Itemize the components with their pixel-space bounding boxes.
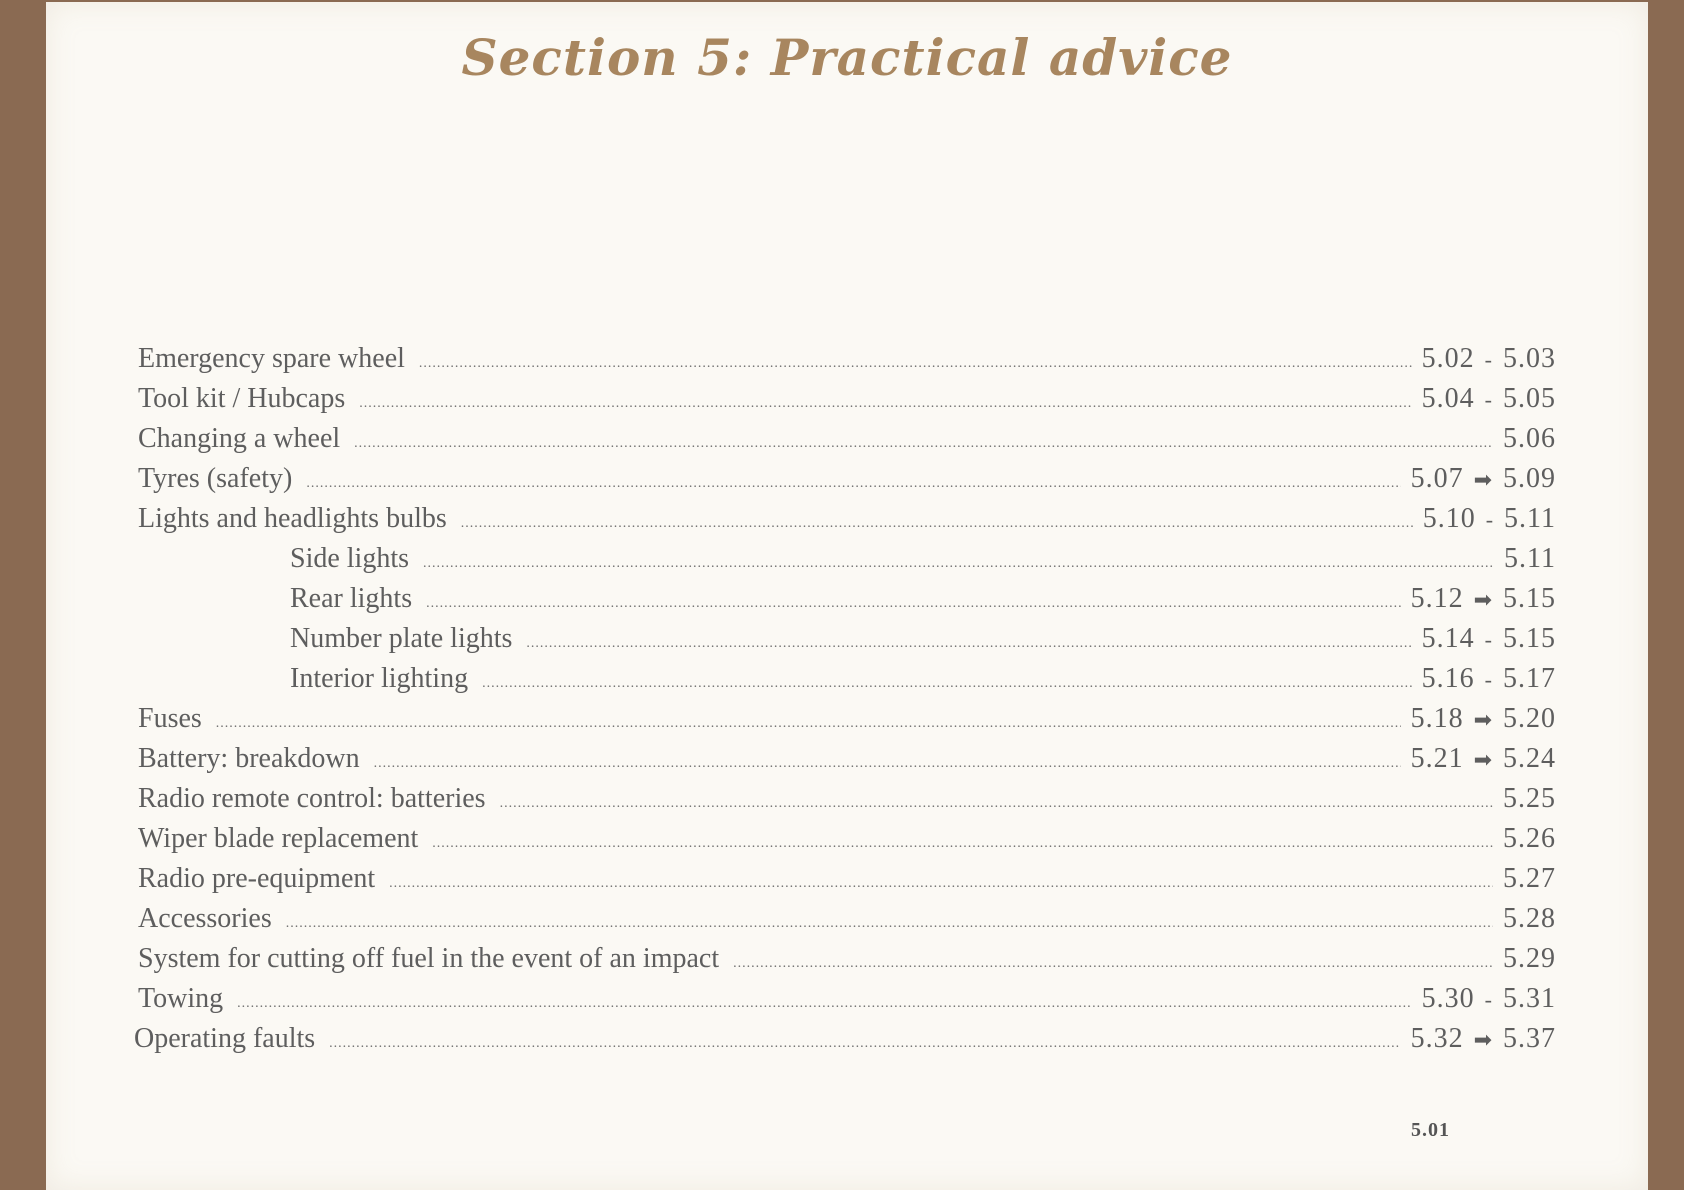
toc-entry-pages — [1412, 623, 1556, 655]
toc-entry[interactable] — [138, 983, 1556, 1023]
toc-entry-pages — [1493, 863, 1556, 895]
dot-leader — [354, 436, 1493, 452]
arrow-right-icon: ➡ — [1473, 467, 1493, 492]
dot-leader — [482, 676, 1412, 692]
toc-entry[interactable] — [138, 463, 1556, 503]
page-from: 5.32 — [1410, 1023, 1464, 1054]
dot-leader — [526, 636, 1411, 652]
toc-entry-label: Rear lights — [290, 583, 413, 614]
dot-leader — [389, 876, 1493, 892]
toc-entry-label: Radio pre-equipment — [138, 863, 376, 894]
range-separator: - — [1485, 507, 1495, 532]
toc-entry-pages — [1493, 903, 1556, 935]
toc-entry-label: Wiper blade replacement — [138, 823, 419, 854]
dot-leader — [359, 396, 1411, 412]
toc-entry[interactable] — [138, 863, 1556, 903]
toc-entry-pages — [1401, 463, 1556, 495]
dot-leader — [423, 556, 1494, 572]
toc-entry[interactable] — [138, 503, 1556, 543]
page-from: 5.07 — [1410, 463, 1464, 494]
page-from: 5.12 — [1410, 583, 1464, 614]
toc-entry-label: Tool kit / Hubcaps — [138, 383, 346, 414]
dot-leader — [306, 476, 1400, 492]
toc-entry-pages — [1401, 743, 1556, 775]
page-number: 5.01 — [1411, 1119, 1450, 1141]
toc-entry-label: Operating faults — [134, 1023, 316, 1054]
dot-leader — [329, 1036, 1400, 1052]
toc-entry[interactable] — [138, 823, 1556, 863]
toc-entry-pages — [1493, 943, 1556, 975]
toc-entry[interactable] — [138, 383, 1556, 423]
page-from: 5.21 — [1410, 743, 1464, 774]
toc-entry[interactable] — [134, 1023, 1556, 1063]
page-from: 5.30 — [1421, 983, 1475, 1014]
range-separator: - — [1484, 387, 1493, 412]
toc-entry[interactable] — [138, 343, 1556, 383]
dot-leader — [286, 916, 1493, 932]
toc-entry-pages — [1412, 383, 1556, 415]
toc-entry[interactable] — [138, 903, 1556, 943]
section-title: Section 5: Practical advice — [461, 28, 1233, 87]
toc-entry-label: System for cutting off fuel in the event of an impact — [138, 943, 720, 974]
toc-entry-label: Side lights — [290, 543, 410, 574]
toc-entry-label: Number plate lights — [290, 623, 513, 654]
range-separator: - — [1484, 347, 1493, 372]
toc-entry-pages — [1413, 503, 1556, 535]
toc-entry-pages — [1494, 543, 1556, 575]
toc-entry-pages — [1493, 783, 1556, 815]
toc-entry-label: Radio remote control: batteries — [138, 783, 486, 814]
page-to: 5.09 — [1503, 463, 1556, 494]
toc-entry-label: Towing — [138, 983, 224, 1014]
toc-subentry[interactable] — [290, 583, 1556, 623]
toc-entry-label: Emergency spare wheel — [138, 343, 405, 374]
toc-entry[interactable] — [138, 743, 1556, 783]
toc-subentry[interactable] — [290, 663, 1556, 703]
page-from: 5.04 — [1421, 383, 1475, 414]
page-from: 5.02 — [1421, 343, 1475, 374]
dot-leader — [237, 996, 1412, 1012]
toc-entry-pages — [1412, 663, 1556, 695]
range-separator: - — [1484, 667, 1493, 692]
range-separator: - — [1484, 627, 1493, 652]
toc-entry-pages — [1412, 983, 1556, 1015]
toc-entry[interactable] — [138, 703, 1556, 743]
document-page — [46, 2, 1648, 1190]
dot-leader — [461, 516, 1413, 532]
toc-entry-label: Lights and headlights bulbs — [138, 503, 447, 534]
toc-subentry[interactable] — [290, 623, 1556, 663]
page-to: 5.03 — [1503, 343, 1556, 374]
toc-entry[interactable] — [138, 423, 1556, 463]
page-from: 5.14 — [1421, 623, 1475, 654]
page-from: 5.18 — [1410, 703, 1464, 734]
dot-leader — [216, 716, 1401, 732]
page-to: 5.27 — [1503, 863, 1556, 894]
toc-entry-pages — [1401, 583, 1556, 615]
arrow-right-icon: ➡ — [1473, 747, 1493, 772]
arrow-right-icon: ➡ — [1473, 707, 1493, 732]
page-to: 5.37 — [1503, 1023, 1556, 1054]
page-from: 5.10 — [1422, 503, 1476, 534]
page-to: 5.11 — [1504, 543, 1556, 574]
page-to: 5.31 — [1503, 983, 1556, 1014]
dot-leader — [500, 796, 1493, 812]
toc-entry[interactable] — [138, 783, 1556, 823]
page-to: 5.20 — [1503, 703, 1556, 734]
range-separator: - — [1484, 987, 1493, 1012]
toc-entry-label: Interior lighting — [290, 663, 469, 694]
page-to: 5.26 — [1503, 823, 1556, 854]
page-to: 5.29 — [1503, 943, 1556, 974]
dot-leader — [374, 756, 1401, 772]
arrow-right-icon: ➡ — [1473, 1027, 1493, 1052]
toc-entry-pages — [1401, 1023, 1556, 1055]
arrow-right-icon: ➡ — [1473, 587, 1493, 612]
toc-subentry[interactable] — [290, 543, 1556, 583]
toc-entry-pages — [1493, 423, 1556, 455]
toc-entry-label: Tyres (safety) — [138, 463, 293, 494]
toc-entry[interactable] — [138, 943, 1556, 983]
toc-entry-pages — [1401, 703, 1556, 735]
dot-leader — [432, 836, 1493, 852]
dot-leader — [419, 356, 1412, 372]
page-from: 5.16 — [1421, 663, 1475, 694]
page-to: 5.24 — [1503, 743, 1556, 774]
page-to: 5.11 — [1504, 503, 1556, 534]
page-to: 5.25 — [1503, 783, 1556, 814]
dot-leader — [426, 596, 1400, 612]
toc-entry-label: Fuses — [138, 703, 202, 734]
page-to: 5.15 — [1503, 623, 1556, 654]
page-to: 5.06 — [1503, 423, 1556, 454]
toc-entry-label: Accessories — [138, 903, 272, 934]
page-to: 5.15 — [1503, 583, 1556, 614]
dot-leader — [733, 956, 1493, 972]
toc-entry-label: Changing a wheel — [138, 423, 341, 454]
page-to: 5.05 — [1503, 383, 1556, 414]
toc-entry-pages — [1412, 343, 1556, 375]
page-to: 5.28 — [1503, 903, 1556, 934]
toc-entry-pages — [1493, 823, 1556, 855]
toc-entry-label: Battery: breakdown — [138, 743, 360, 774]
page-to: 5.17 — [1503, 663, 1556, 694]
